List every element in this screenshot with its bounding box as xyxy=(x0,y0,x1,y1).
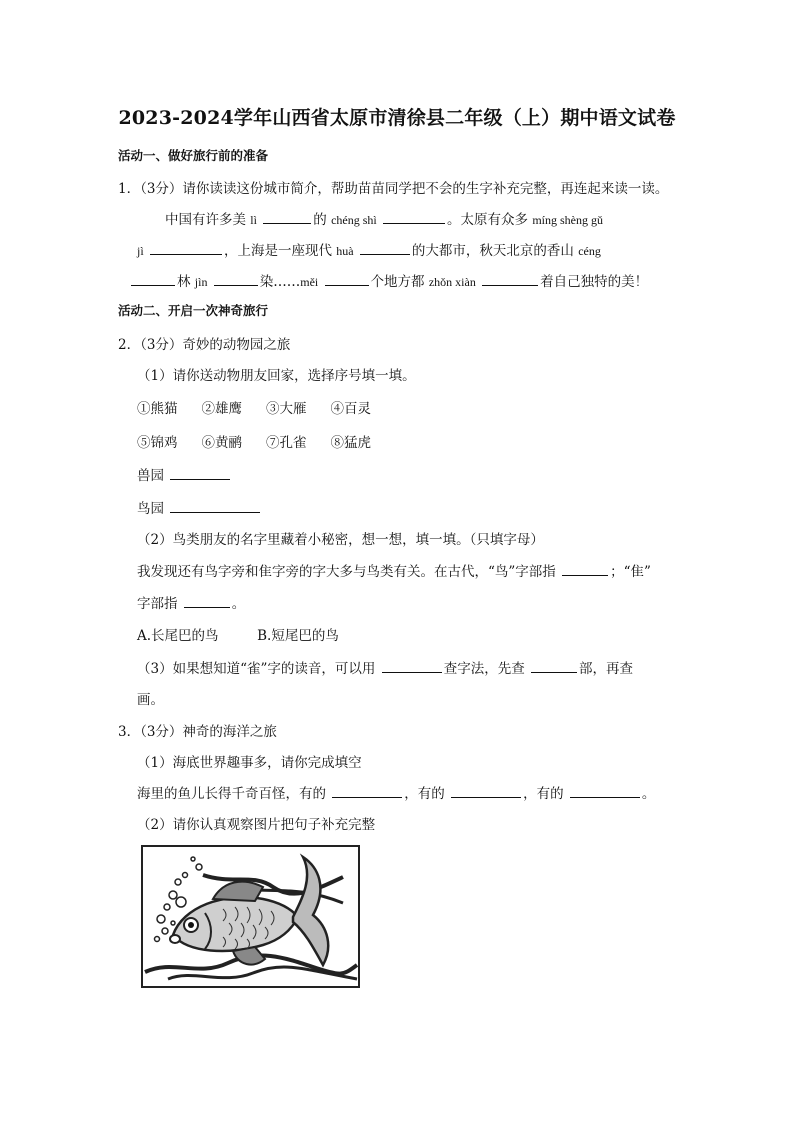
beast-zoo-line xyxy=(137,464,232,484)
fish-fin-icon xyxy=(233,947,265,965)
q2-sub3 xyxy=(137,657,633,677)
answer-blank[interactable] xyxy=(263,211,311,224)
animal-option: ⑤锦鸡 xyxy=(137,435,178,451)
q1-pinyin: huà xyxy=(336,244,354,258)
section-heading-1: 活动一、做好旅行前的准备 xyxy=(118,148,269,163)
q1-line-3 xyxy=(129,270,648,290)
fish-drawing xyxy=(143,847,358,986)
animal-option: ②雄鹰 xyxy=(201,401,242,417)
q2-sub2-line-2 xyxy=(137,592,245,612)
q2-sub3-end: 画。 xyxy=(137,692,164,708)
page-title: 2023-2024学年山西省太原市清徐县二年级（上）期中语文试卷 xyxy=(118,107,676,129)
q1-text: ，上海是一座现代 xyxy=(223,243,332,259)
answer-blank[interactable] xyxy=(170,467,230,480)
q3-text: ，有的 xyxy=(523,786,564,802)
q1-pinyin: jì xyxy=(137,244,144,258)
q1-text: 个地方都 xyxy=(370,274,425,290)
answer-blank[interactable] xyxy=(451,785,521,798)
q3-stem: 3．（3分）神奇的海洋之旅 xyxy=(118,724,277,740)
animal-options-row-2 xyxy=(137,431,395,451)
answer-blank[interactable] xyxy=(382,660,442,673)
fish-tail-icon xyxy=(293,857,328,965)
answer-blank[interactable] xyxy=(325,273,369,286)
q3-text: ，有的 xyxy=(404,786,445,802)
answer-blank[interactable] xyxy=(360,242,410,255)
q1-text: 中国有许多美 xyxy=(165,212,246,228)
animal-option: ③大雁 xyxy=(266,401,307,417)
q2-stem: 2．（3分）奇妙的动物园之旅 xyxy=(118,337,291,353)
q1-text: 。太原有众多 xyxy=(447,212,529,228)
q2-text: 部，再查 xyxy=(579,661,633,677)
fish-illustration xyxy=(141,845,360,988)
q2-options xyxy=(137,624,339,644)
animal-option: ⑦孔雀 xyxy=(266,435,307,451)
animal-options-row-1 xyxy=(137,397,395,417)
q1-pinyin: zhǒn xiàn xyxy=(428,275,476,289)
q2-text: 。 xyxy=(231,596,246,612)
answer-blank[interactable] xyxy=(214,273,258,286)
option-b: B.短尾巴的鸟 xyxy=(257,628,339,644)
q1-pinyin: céng xyxy=(578,244,601,258)
animal-option: ①熊猫 xyxy=(137,401,178,417)
section-heading-2: 活动二、开启一次神奇旅行 xyxy=(118,303,269,318)
q1-pinyin: jìn xyxy=(194,275,208,289)
q3-text: 。 xyxy=(641,786,656,802)
q1-line-2 xyxy=(137,239,601,259)
q1-line-1 xyxy=(165,208,603,228)
q1-pinyin: lì xyxy=(250,213,257,227)
answer-blank[interactable] xyxy=(531,660,577,673)
q1-pinyin: měi xyxy=(300,275,319,289)
beast-zoo-label: 兽园 xyxy=(137,468,164,484)
q2-sub2: （2）鸟类朋友的名字里藏着小秘密，想一想，填一填。（只填字母） xyxy=(137,532,544,548)
q3-line xyxy=(137,782,655,802)
answer-blank[interactable] xyxy=(570,785,640,798)
fish-mouth-icon xyxy=(170,935,180,943)
option-a: A.长尾巴的鸟 xyxy=(137,628,219,644)
q1-pinyin: míng shèng gǔ xyxy=(532,213,603,227)
bird-zoo-line xyxy=(137,497,262,517)
q1-text: 的 xyxy=(313,212,327,228)
q1-text: 着自己独特的美！ xyxy=(540,274,649,290)
animal-option: ⑥黄鹂 xyxy=(201,435,242,451)
q1-pinyin: chéng shì xyxy=(331,213,377,227)
q3-sub1: （1）海底世界趣事多，请你完成填空 xyxy=(137,755,362,771)
q2-sub2-line-1 xyxy=(137,560,651,580)
q1-stem: 1．（3分）请你读读这份城市简介，帮助苗苗同学把不会的生字补充完整，再连起来读一读。 xyxy=(118,181,669,197)
q2-text: 字部指 xyxy=(137,596,178,612)
answer-blank[interactable] xyxy=(184,595,230,608)
answer-blank[interactable] xyxy=(131,273,175,286)
animal-option: ④百灵 xyxy=(330,401,371,417)
q2-sub1: （1）请你送动物朋友回家，选择序号填一填。 xyxy=(137,368,416,384)
q2-text: 我发现还有鸟字旁和隹字旁的字大多与鸟类有关。在古代，“鸟”字部指 xyxy=(137,564,556,580)
q3-text: 海里的鱼儿长得千奇百怪，有的 xyxy=(137,786,326,802)
animal-option: ⑧猛虎 xyxy=(330,435,371,451)
q2-text: （3）如果想知道“雀”字的读音，可以用 xyxy=(137,661,376,677)
q1-text: 林 xyxy=(177,274,191,290)
q3-sub2: （2）请你认真观察图片把句子补充完整 xyxy=(137,817,376,833)
answer-blank[interactable] xyxy=(482,273,538,286)
fish-fin-icon xyxy=(213,882,263,901)
answer-blank[interactable] xyxy=(150,242,222,255)
q1-text: 染…… xyxy=(259,274,301,290)
q2-text: 查字法，先查 xyxy=(443,661,525,677)
q1-text: 的大都市，秋天北京的香山 xyxy=(411,243,574,259)
answer-blank[interactable] xyxy=(562,563,608,576)
answer-blank[interactable] xyxy=(383,211,445,224)
q2-text: ；“隹” xyxy=(610,564,651,580)
bird-zoo-label: 鸟园 xyxy=(137,501,164,517)
answer-blank[interactable] xyxy=(332,785,402,798)
answer-blank[interactable] xyxy=(170,500,260,513)
